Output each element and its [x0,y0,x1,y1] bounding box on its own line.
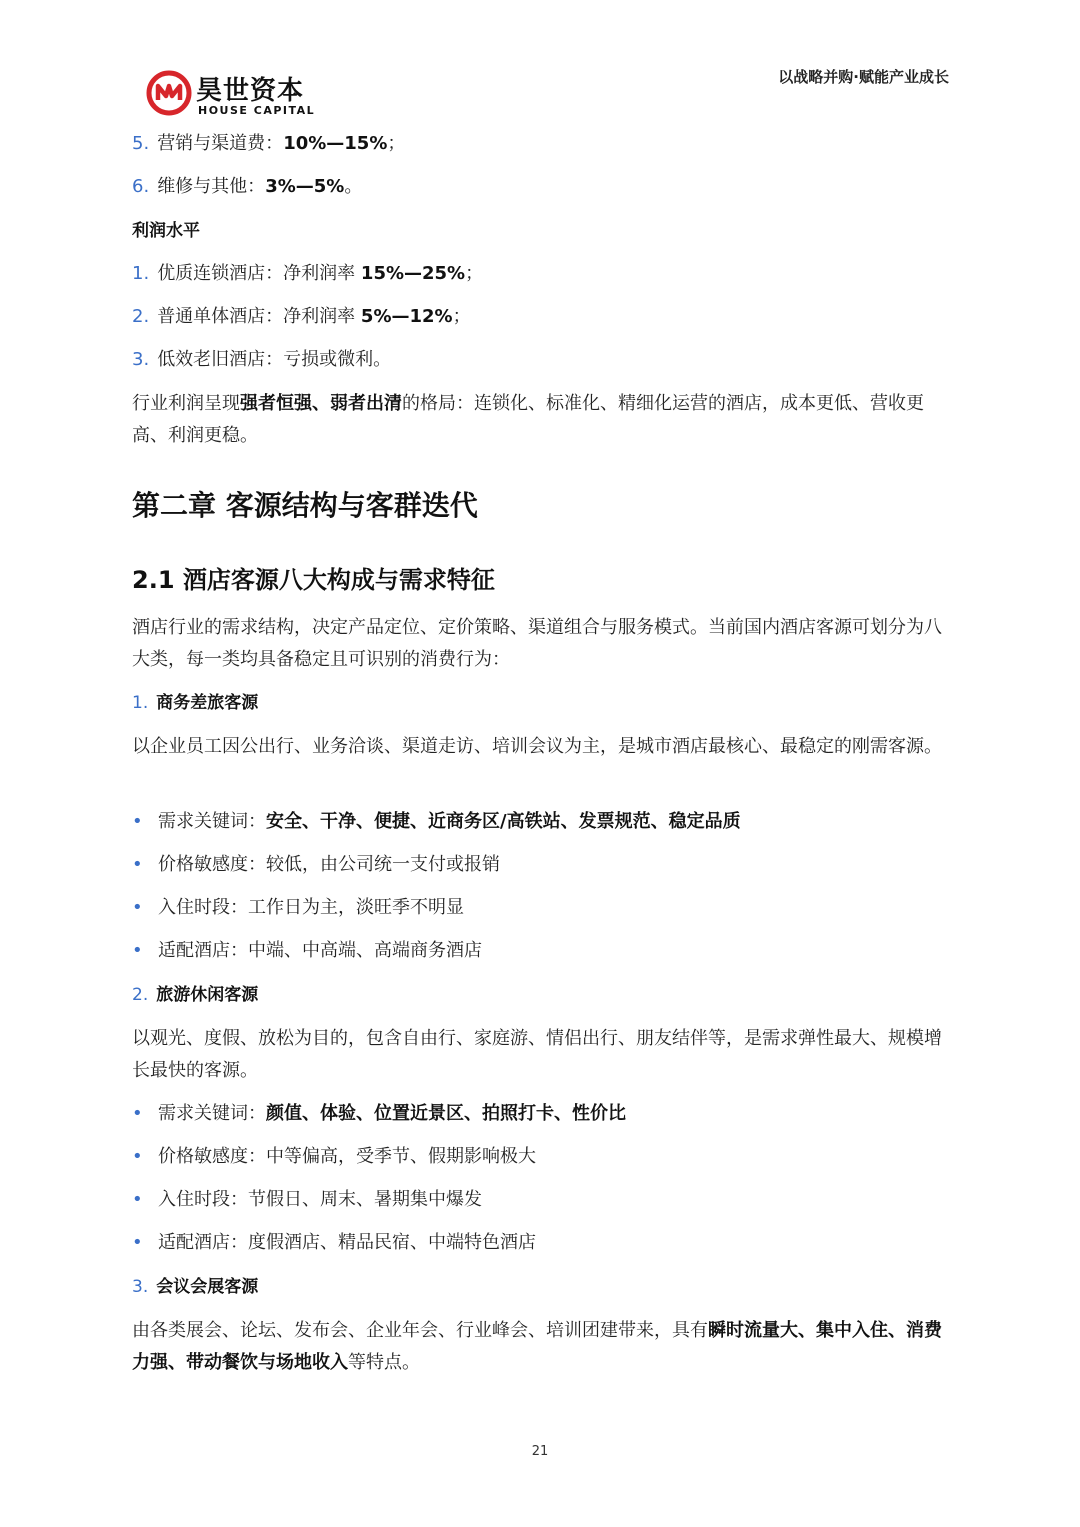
bullet-value: 度假酒店、精品民宿、中端特色酒店 [248,1232,536,1253]
bullet-item [132,892,464,924]
list-number: 2. [132,985,149,1005]
chapter-title: 第二章 客源结构与客群迭代 [132,489,478,522]
bullet-icon: • [132,1103,143,1124]
logo-english-name: HOUSE CAPITAL [198,104,316,117]
bullet-icon: • [132,897,143,918]
summary-bold: 强者恒强、弱者出清 [240,393,402,414]
profit-summary [132,388,952,452]
bullet-value: 颜值、体验、位置近景区、拍照打卡、性价比 [266,1103,626,1124]
summary-text: 行业利润呈现 [132,393,240,414]
source-title-text: 商务差旅客源 [156,693,259,713]
list-number: 1. [132,263,150,284]
description-bold: 瞬时流量大、集中入住、消费力强、带动餐饮与场地收入 [132,1320,942,1373]
section-title: 2.1 酒店客源八大构成与需求特征 [132,566,495,594]
source-description: 以观光、度假、放松为目的，包含自由行、家庭游、情侣出行、朋友结伴等，是需求弹性最大、规模增长最快的客源。 [132,1028,942,1081]
bullet-item [132,1227,536,1259]
list-suffix: 。 [344,176,363,197]
list-number: 3. [132,349,150,370]
list-suffix: ； [387,133,406,154]
logo-chinese-name: 昊世资本 [196,76,305,106]
list-value: 5%—12% [360,306,453,327]
list-item [132,171,362,203]
bullet-value: 节假日、周末、暑期集中爆发 [248,1189,482,1210]
source-title [132,687,258,719]
list-label: 优质连锁酒店：净利润率 [157,263,361,284]
bullet-item [132,935,482,967]
bullet-label: 入住时段： [158,897,248,918]
list-label: 营销与渠道费： [157,133,284,154]
bullet-value: 工作日为主，淡旺季不明显 [248,897,464,918]
bullet-item [132,1141,536,1173]
list-value: 10%—15% [283,133,388,154]
page-number: 21 [531,1444,549,1459]
bullet-icon: • [132,1189,143,1210]
list-label: 普通单体酒店：净利润率 [157,306,361,327]
list-item [132,258,483,290]
list-item [132,128,405,160]
bullet-item [132,1098,626,1130]
bullet-value: 安全、干净、便捷、近商务区/高铁站、发票规范、稳定品质 [266,811,741,832]
list-number: 6. [132,176,150,197]
list-number: 3. [132,1277,149,1297]
bullet-label: 需求关键词： [158,1103,266,1124]
bullet-label: 需求关键词： [158,811,266,832]
section-intro: 酒店行业的需求结构，决定产品定位、定价策略、渠道组合与服务模式。当前国内酒店客源可划分为八大类，每一类均具备稳定且可识别的消费行为： [132,617,942,670]
house-capital-logo-icon [146,70,192,116]
bullet-value: 中端、中高端、高端商务酒店 [248,940,482,961]
bullet-icon: • [132,1232,143,1253]
list-item [132,344,391,376]
header-slogan: 以战略并购·赋能产业成长 [778,68,949,86]
bullet-icon: • [132,811,143,832]
bullet-item [132,806,741,838]
list-value: 15%—25% [360,263,466,284]
source-title-text: 会议会展客源 [156,1277,259,1297]
bullet-value: 较低，由公司统一支付或报销 [266,854,500,875]
bullet-label: 价格敏感度： [158,1146,266,1167]
list-number: 5. [132,133,150,154]
bullet-label: 价格敏感度： [158,854,266,875]
bullet-label: 入住时段： [158,1189,248,1210]
bullet-icon: • [132,854,143,875]
summary-text: 的格局：连锁化、标准化、精细化运营的酒店，成本更低、营收更高、利润更稳。 [132,393,924,446]
bullet-value: 中等偏高，受季节、假期影响极大 [266,1146,536,1167]
source-title [132,1271,258,1303]
list-label: 维修与其他： [157,176,266,197]
bullet-item [132,849,500,881]
bullet-label: 适配酒店： [158,1232,248,1253]
profit-heading: 利润水平 [132,221,200,241]
list-value: 3%—5% [265,176,345,197]
list-label: 低效老旧酒店：亏损或微利。 [157,349,392,370]
source-description: 以企业员工因公出行、业务洽谈、渠道走访、培训会议为主，是城市酒店最核心、最稳定的刚需客源。 [132,736,942,757]
source-title [132,979,258,1011]
description-text: 等特点。 [348,1352,420,1373]
list-number: 2. [132,306,150,327]
source-description [132,1315,952,1379]
list-number: 1. [132,693,149,713]
bullet-label: 适配酒店： [158,940,248,961]
bullet-item [132,1184,482,1216]
bullet-icon: • [132,940,143,961]
list-item [132,301,471,333]
list-suffix: ； [452,306,471,327]
source-title-text: 旅游休闲客源 [156,985,259,1005]
company-logo [146,70,316,118]
list-suffix: ； [465,263,484,284]
bullet-icon: • [132,1146,143,1167]
description-text: 由各类展会、论坛、发布会、企业年会、行业峰会、培训团建带来，具有 [132,1320,708,1341]
